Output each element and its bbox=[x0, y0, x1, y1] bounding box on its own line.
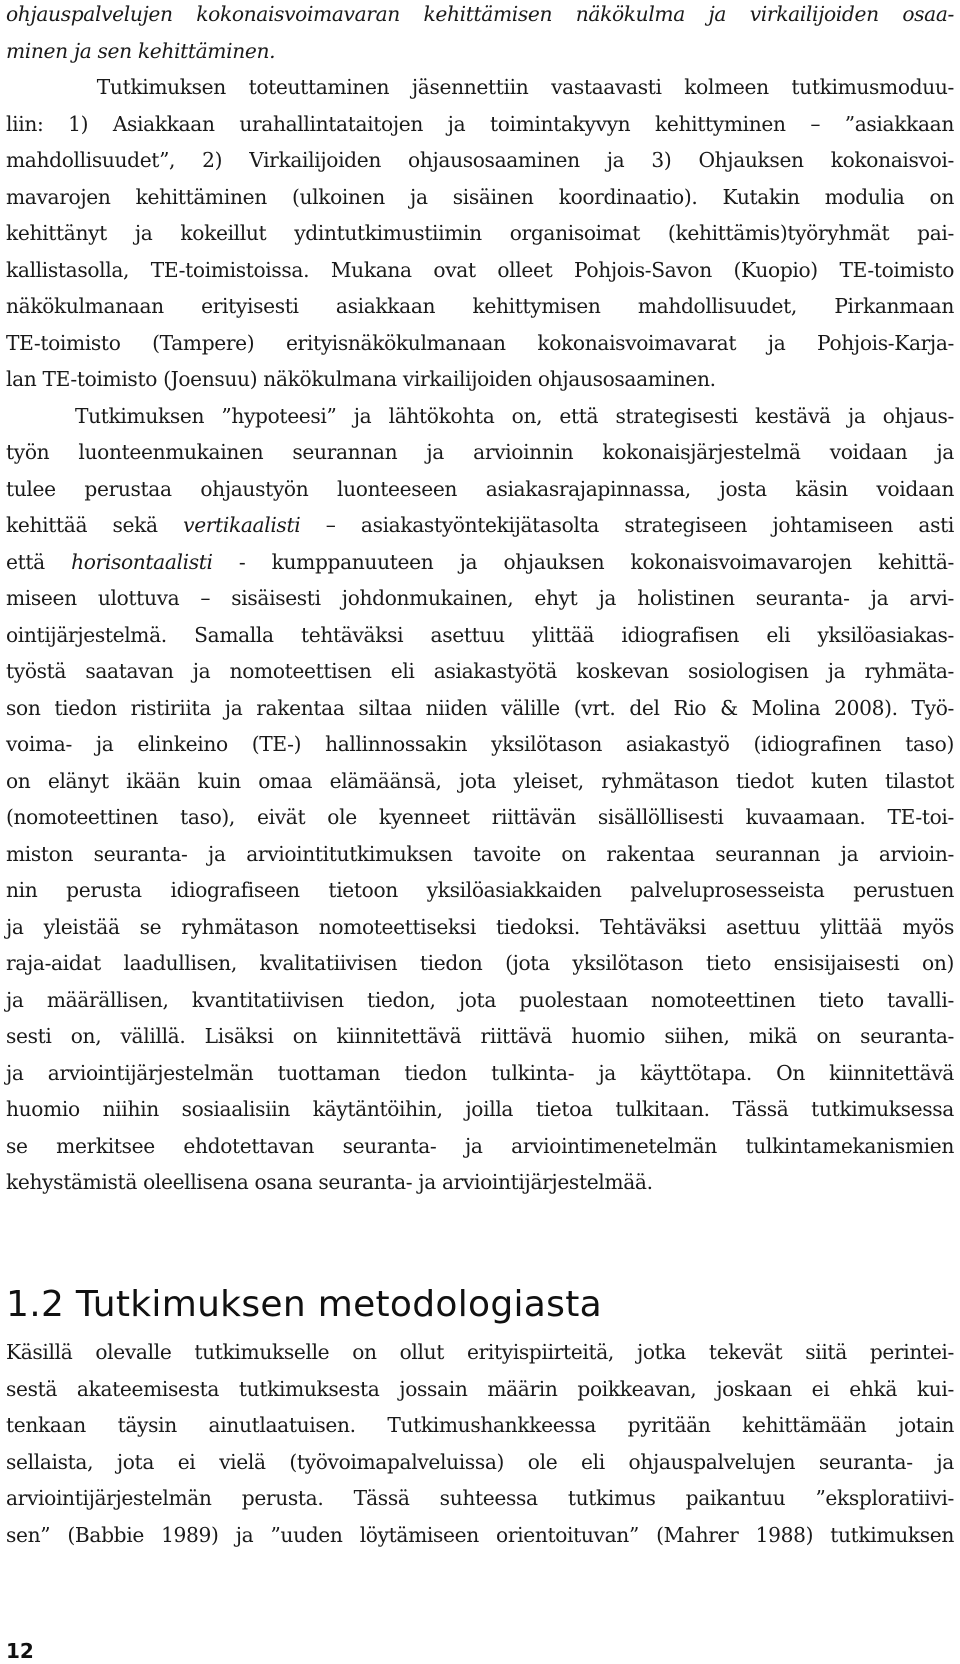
text-line: nin perusta idiografiseen tietoon yksilöasiakkaiden palveluprosesseista perustuen bbox=[6, 878, 954, 902]
text-line: mavarojen kehittäminen (ulkoinen ja sisäinen koordinaatio). Kutakin modulia on bbox=[6, 184, 954, 209]
text-line bbox=[6, 507, 954, 544]
body-text-top bbox=[6, 0, 954, 1201]
text-line: huomio niihin sosiaalisiin käytäntöihin, joilla tietoa tulkitaan. Tässä tutkimuksessa bbox=[6, 1097, 954, 1121]
text-line: ohjauspalvelujen kokonaisvoimavaran kehittämisen näkökulma ja virkailijoiden osaa- bbox=[6, 2, 954, 26]
text-line: Käsillä olevalle tutkimukselle on ollut erityispiirteitä, jotka tekevät siitä perintei- bbox=[6, 1340, 954, 1364]
text-line: minen ja sen kehittäminen. bbox=[6, 38, 276, 63]
text-line: tulee perustaa ohjaustyön luonteeseen asiakasrajapinnassa, josta käsin voidaan bbox=[6, 476, 954, 501]
text-line: sen” (Babbie 1989) ja ”uuden löytämiseen orientoituvan” (Mahrer 1988) tutkimuksen bbox=[6, 1522, 954, 1547]
text-line: lan TE-toimisto (Joensuu) näkökulmana virkailijoiden ohjausosaaminen. bbox=[6, 367, 716, 391]
section-heading: 1.2 Tutkimuksen metodologiasta bbox=[6, 1284, 603, 1325]
text-line: mahdollisuudet”, 2) Virkailijoiden ohjausosaaminen ja 3) Ohjauksen kokonaisvoi- bbox=[6, 148, 954, 172]
text-line: miseen ulottuva – sisäisesti johdonmukainen, ehyt ja holistinen seuranta- ja arvi- bbox=[6, 586, 954, 610]
text-line: työstä saatavan ja nomoteettisen eli asiakastyötä koskevan sosiologisen ja ryhmäta- bbox=[6, 659, 954, 683]
text-line: arviointijärjestelmän perusta. Tässä suhteessa tutkimus paikantuu ”eksploratiivi- bbox=[6, 1486, 954, 1510]
text-line: kallistasolla, TE-toimistoissa. Mukana ovat olleet Pohjois-Savon (Kuopio) TE-toimisto bbox=[6, 257, 954, 282]
text-line bbox=[6, 544, 954, 581]
page-number: 12 bbox=[6, 1639, 34, 1663]
text-line: Tutkimuksen ”hypoteesi” ja lähtökohta on, että strategisesti kestävä ja ohjaus- bbox=[6, 403, 954, 428]
text-line: son tiedon ristiriita ja rakentaa siltaa niiden välille (vrt. del Rio & Molina 2008). Työ- bbox=[6, 695, 954, 720]
text-line: työn luonteenmukainen seurannan ja arvioinnin kokonaisjärjestelmä voidaan ja bbox=[6, 440, 954, 464]
emphasis-text: horisontaalisti bbox=[71, 549, 213, 574]
text-line: Tutkimuksen toteuttaminen jäsennettiin vastaavasti kolmeen tutkimusmoduu- bbox=[6, 75, 954, 99]
text-line: raja-aidat laadullisen, kvalitatiivisen tiedon (jota yksilötason tieto ensisijaisesti on) bbox=[6, 951, 954, 975]
text-line: ja arviointijärjestelmän tuottaman tiedon tulkinta- ja käyttötapa. On kiinnitettävä bbox=[6, 1060, 954, 1085]
text-line: miston seuranta- ja arviointitutkimuksen tavoite on rakentaa seurannan ja arvioin- bbox=[6, 841, 954, 866]
text-line: ja yleistää se ryhmätason nomoteettiseksi tiedoksi. Tehtäväksi asettuu ylittää myös bbox=[6, 914, 954, 939]
text-line: (nomoteettinen taso), eivät ole kyenneet riittävän sisällöllisesti kuvaamaan. TE-toi- bbox=[6, 805, 954, 829]
text-line: sesti on, välillä. Lisäksi on kiinnitettävä riittävä huomio siihen, mikä on seuranta- bbox=[6, 1024, 954, 1048]
emphasis-text: vertikaalisti bbox=[183, 513, 301, 537]
text-line: ja määrällisen, kvantitatiivisen tiedon, jota puolestaan nomoteettinen tieto tavalli- bbox=[6, 987, 954, 1012]
body-text-bottom bbox=[6, 1334, 954, 1553]
text-line: kehystämistä oleellisena osana seuranta- ja arviointijärjestelmää. bbox=[6, 1170, 653, 1194]
text-line: voima- ja elinkeino (TE-) hallinnossakin yksilötason asiakastyö (idiografinen taso) bbox=[6, 732, 954, 756]
text-line: sellaista, jota ei vielä (työvoimapalveluissa) ole eli ohjauspalvelujen seuranta- ja bbox=[6, 1449, 954, 1474]
text-line: liin: 1) Asiakkaan urahallintataitojen ja toimintakyvyn kehittyminen – ”asiakkaan bbox=[6, 111, 954, 136]
text-segment: – asiakastyöntekijätasolta strategiseen johtamiseen asti bbox=[300, 513, 954, 537]
text-line: se merkitsee ehdotettavan seuranta- ja arviointimenetelmän tulkintamekanismien bbox=[6, 1133, 954, 1158]
text-line: on elänyt ikään kuin omaa elämäänsä, jota yleiset, ryhmätason tiedot kuten tilastot bbox=[6, 768, 954, 793]
text-segment: kehittää sekä bbox=[6, 513, 184, 537]
text-line: TE-toimisto (Tampere) erityisnäkökulmanaan kokonaisvoimavarat ja Pohjois-Karja- bbox=[6, 330, 954, 355]
text-line: näkökulmanaan erityisesti asiakkaan kehittymisen mahdollisuudet, Pirkanmaan bbox=[6, 294, 954, 318]
text-line: ointijärjestelmä. Samalla tehtäväksi asettuu ylittää idiografisen eli yksilöasiakas- bbox=[6, 622, 954, 647]
text-segment: että bbox=[6, 549, 72, 574]
text-line: sestä akateemisesta tutkimuksesta jossain määrin poikkeavan, joskaan ei ehkä kui- bbox=[6, 1376, 954, 1401]
text-line: kehittänyt ja kokeillut ydintutkimustiimin organisoimat (kehittämis)työryhmät pai- bbox=[6, 221, 954, 245]
text-segment: - kumppanuuteen ja ohjauksen kokonaisvoimavarojen kehittä- bbox=[212, 549, 955, 574]
text-line: tenkaan täysin ainutlaatuisen. Tutkimushankkeessa pyritään kehittämään jotain bbox=[6, 1413, 954, 1437]
